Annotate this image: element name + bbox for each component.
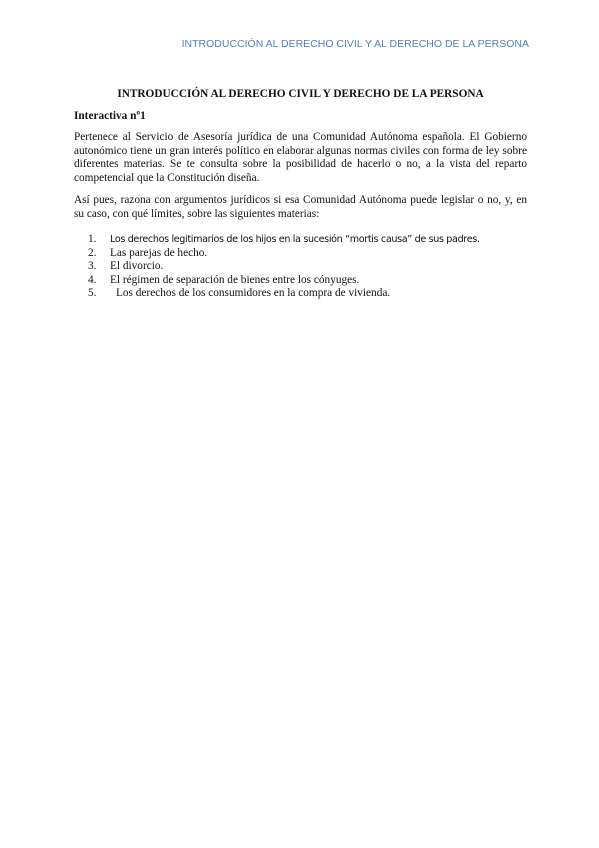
paragraph-intro: Pertenece al Servicio de Asesoría jurídica de una Comunidad Autónoma española. El Gobierno autonómico tiene un gran interés político en elaborar algunas normas civiles con forma de ley sobre diferentes materias. Se te consulta sobre la posibilidad de hacerlo o no, a la vista del reparto competencial que la Constitución diseña.	[74, 131, 527, 184]
paragraph-question: Así pues, razona con argumentos jurídicos si esa Comunidad Autónoma puede legislar o no, y, en su caso, con qué límites, sobre las siguientes materias:	[74, 194, 527, 220]
document-title: INTRODUCCIÓN AL DERECHO CIVIL Y DERECHO DE LA PERSONA	[117, 88, 484, 100]
list-item	[74, 260, 527, 274]
subject-list	[74, 233, 527, 301]
list-item-number: 4.	[88, 273, 97, 286]
list-item-text: Los derechos de los consumidores en la compra de vivienda.	[116, 287, 391, 299]
list-item-number: 3.	[88, 260, 97, 272]
list-item	[74, 233, 527, 247]
list-item-text: El régimen de separación de bienes entre los cónyuges.	[110, 273, 360, 286]
list-item-text: El divorcio.	[110, 260, 164, 272]
list-item-number: 5.	[88, 287, 97, 299]
list-item-number: 1.	[88, 233, 97, 245]
section-title: Interactiva nº1	[74, 109, 146, 122]
list-item	[74, 247, 527, 261]
list-item-number: 2.	[88, 246, 97, 259]
list-item	[74, 274, 527, 288]
list-item	[74, 287, 527, 301]
document-body	[74, 88, 527, 301]
list-item-text: Los derechos legitimarios de los hijos en la sucesión “mortis causa” de sus padres.	[110, 234, 480, 245]
running-header: INTRODUCCIÓN AL DERECHO CIVIL Y AL DERECHO DE LA PERSONA	[181, 38, 529, 50]
list-item-text: Las parejas de hecho.	[110, 246, 208, 259]
